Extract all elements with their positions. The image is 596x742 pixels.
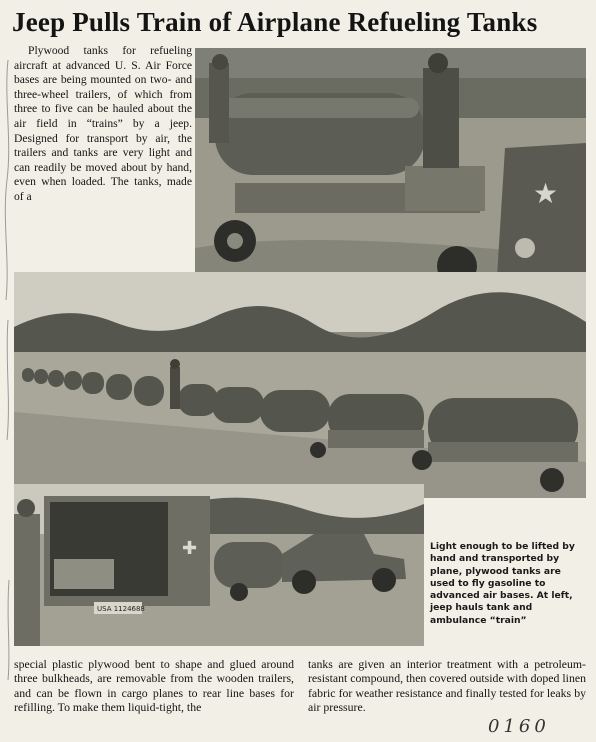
intro-text: Plywood tanks for refueling aircraft at advanced U. S. Air Force bases are being mounted on two- and three-wheel trailers, of which from three to five can be hauled about the air field in “trains” by a jeep. Designed for transport by air, the trailers and tanks are very light and can readily be moved about by hand, even when loaded. The tanks, made of a: [14, 44, 192, 203]
photo-tank-trailer-jeep: [195, 48, 586, 310]
bottom-right-column: [308, 657, 586, 715]
bottom-left-text: special plastic plywood bent to shape and glued around three bulkheads, are removable from the wooden trailers, and can be flown in cargo planes to rear line bases for refilling. To make them liquid-tight, the: [14, 657, 294, 715]
page-number: 0160: [488, 716, 550, 737]
bottom-left-column: [14, 657, 294, 715]
photo-caption: [430, 541, 582, 627]
photo-tank-train: [14, 272, 586, 498]
license-plate: USA 1124688: [97, 605, 145, 613]
photo-ambulance-train: [14, 484, 424, 646]
red-cross-emblem: ✚: [182, 538, 198, 559]
star-emblem: ★: [533, 177, 559, 210]
intro-column: [14, 44, 192, 205]
headline: Jeep Pulls Train of Airplane Refueling Tanks: [12, 7, 538, 37]
bottom-right-text: tanks are given an interior treatment with a petroleum-resistant compound, then covered outside with doped linen fabric for weather resistance and finally tested for leaks by air pressure.: [308, 657, 586, 715]
caption-text: Light enough to be lifted by hand and transported by plane, plywood tanks are used to fly gasoline to advanced air bases. At left, jeep hauls tank and ambulance “train”: [430, 541, 575, 626]
